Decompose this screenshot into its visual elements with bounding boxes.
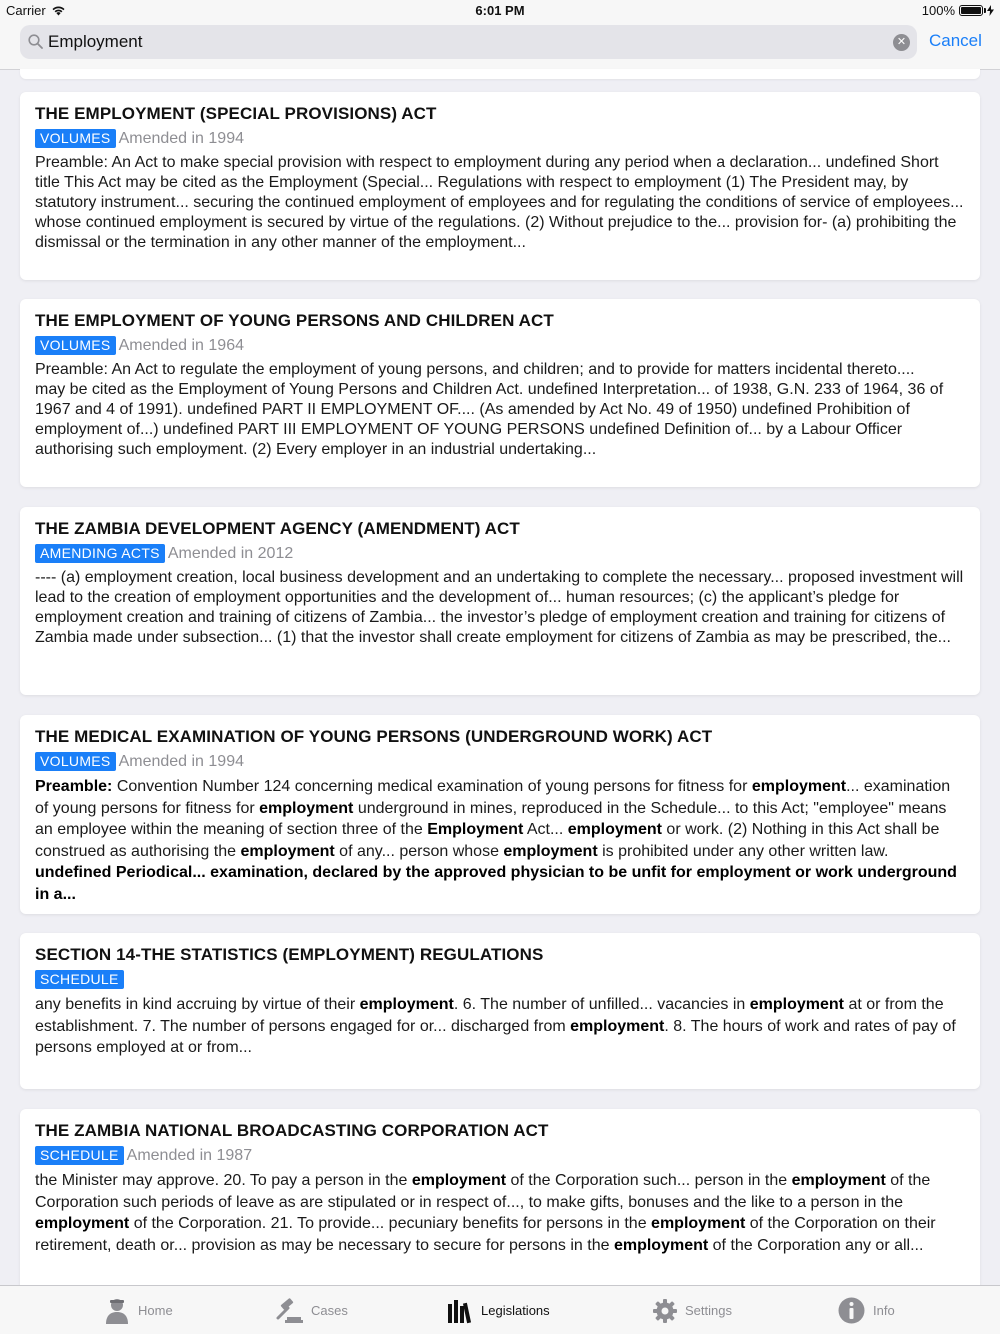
clock: 6:01 PM <box>475 3 525 18</box>
highlight-term: undefined Periodical... examination, declared by the approved physician to be unfit for employment or work underground in a... <box>35 864 957 903</box>
snippet-text: of the Corporation such periods of leave as are stipulated or in respect of..., to make gifts, bonuses and the like to a person in the <box>35 1172 931 1211</box>
highlight-term: employment <box>240 842 335 860</box>
highlight-term: employment <box>749 996 844 1013</box>
highlight-term: Employment <box>427 821 524 838</box>
highlight-term: employment <box>570 1017 665 1035</box>
snippet-text: Act... <box>523 821 568 838</box>
snippet-text: or work. (2) Nothing in this Act shall be construed as authorising the <box>35 821 940 860</box>
snippet-text: of the Corporation on their retirement, death or... provision as may be necessary to secure for persons in the <box>35 1215 936 1254</box>
gear-icon <box>653 1299 677 1323</box>
category-badge: VOLUMES <box>35 752 116 771</box>
result-card[interactable] <box>20 507 980 695</box>
highlight-term: Preamble: <box>35 778 113 795</box>
result-card[interactable] <box>20 1109 980 1299</box>
snippet-text: underground in mines, reproduced in the Schedule... to this Act; "employee" means an employee within the meaning of section three of the <box>35 799 947 838</box>
battery-indicator <box>922 3 994 18</box>
tab-label: Home <box>138 1303 173 1318</box>
result-snippet <box>35 360 965 460</box>
battery-icon <box>959 5 983 16</box>
category-badge: SCHEDULE <box>35 970 124 989</box>
snippet-text: of the Corporation any or all... <box>708 1236 924 1254</box>
result-title: THE EMPLOYMENT (SPECIAL PROVISIONS) ACT <box>35 104 437 123</box>
result-snippet <box>35 776 965 905</box>
snippet-text: . 8. The hours of work and rates of pay of persons employed at or from... <box>35 1017 956 1056</box>
result-card[interactable] <box>20 92 980 280</box>
highlight-term: employment <box>411 1172 507 1189</box>
snippet-text: ... examination of young persons for fitness for <box>35 778 951 817</box>
charging-bolt-icon <box>987 5 994 16</box>
highlight-term: employment <box>751 778 847 795</box>
snippet-text: any benefits in kind accruing by virtue of their <box>35 996 360 1013</box>
tab-label: Legislations <box>481 1303 550 1318</box>
category-badge: VOLUMES <box>35 336 116 355</box>
amended-label: Amended in 2012 <box>167 544 294 562</box>
category-badge: AMENDING ACTS <box>35 544 165 563</box>
status-bar <box>0 0 1000 22</box>
amended-label: Amended in 1987 <box>126 1146 253 1164</box>
result-snippet: ---- (a) employment creation, local business development and an undertaking to complete the necessary... proposed investment will lead to the creation of employment opportunities and the development of... human resources; (c) the applicant’s pledge for employment creation and training of citizens of Zambia... the investor’s pledge of employment creation and training for citizens of Zambia made under subsection... (1) that the investor shall create employment for citizens of Zambia as may be prescribed, the... <box>35 569 964 646</box>
cancel-button[interactable]: Cancel <box>929 31 982 50</box>
search-icon <box>28 34 43 49</box>
highlight-term: employment <box>503 842 598 860</box>
clear-search-icon[interactable]: ✕ <box>893 34 910 51</box>
result-card[interactable] <box>20 715 980 914</box>
tab-label: Info <box>873 1303 895 1318</box>
amended-label: Amended in 1994 <box>118 752 244 770</box>
result-snippet <box>35 1170 965 1256</box>
carrier-label: Carrier <box>6 3 46 18</box>
snippet-text: the Minister may approve. 20. To pay a person in the <box>35 1172 412 1189</box>
amended-label: Amended in 1964 <box>118 336 244 354</box>
tab-settings[interactable] <box>653 1286 732 1334</box>
search-field[interactable] <box>20 25 917 59</box>
highlight-term: employment <box>567 821 662 838</box>
info-icon <box>838 1297 865 1324</box>
result-title: THE ZAMBIA NATIONAL BROADCASTING CORPORATION ACT <box>35 1121 549 1140</box>
search-input[interactable] <box>48 25 888 59</box>
snippet-text: of any... person whose <box>334 842 504 860</box>
previous-result-card[interactable] <box>20 69 980 79</box>
result-card[interactable] <box>20 299 980 487</box>
books-icon <box>447 1298 473 1324</box>
amended-label: Amended in 1994 <box>118 129 244 147</box>
snippet-line: may be cited as the Employment of Young Persons and Children Act. undefined Interpretation... of 1938, G.N. 233 of 1964, 36 of 1967 and 4 of 1991). undefined PART II EMPLOYMENT OF.... (As amended by Act No. 49 of 1950) undefined Prohibition of employment of...) undefined PART III EMPLOYMENT OF YOUNG PERSONS undefined Definition of... by a Labour Officer authorising such employment. (2) Every employer in an industrial undertaking... <box>35 381 944 458</box>
highlight-term: employment <box>259 799 354 817</box>
snippet-line: Preamble: An Act to regulate the employment of young persons, and children; and to provide for matters incidental thereto.... <box>35 361 915 378</box>
gavel-icon <box>275 1298 303 1324</box>
tab-label: Cases <box>311 1303 348 1318</box>
tab-bar <box>0 1285 1000 1334</box>
snippet-text: at or from the establishment. 7. The number of persons engaged for or... discharged from <box>35 996 944 1035</box>
snippet-text: of the Corporation. 21. To provide... pecuniary benefits for persons in the <box>129 1215 652 1232</box>
search-bar <box>0 22 1000 70</box>
tab-label: Settings <box>685 1303 732 1318</box>
highlight-term: employment <box>651 1215 746 1232</box>
highlight-term: employment <box>359 996 454 1013</box>
highlight-term: employment <box>35 1215 130 1232</box>
home-person-icon <box>104 1297 130 1325</box>
category-badge: SCHEDULE <box>35 1146 124 1165</box>
tab-legislations[interactable] <box>447 1286 550 1334</box>
result-snippet: Preamble: An Act to make special provision with respect to employment during any period when a declaration... undefined Short title This Act may be cited as the Employment (Special... Regulations with respect to employment (1) The President may, by statutory instrument... securing the continued employment of employees and for regulating the conditions of service of employees... whose continued employment is secured by virtue of the regulations. (2) Without prejudice to the... provision for- (a) prohibiting the dismissal or the termination in any other manner of the employment... <box>35 154 964 251</box>
snippet-text: . 6. The number of unfilled... vacancies in <box>453 996 750 1013</box>
result-title: THE MEDICAL EXAMINATION OF YOUNG PERSONS (UNDERGROUND WORK) ACT <box>35 727 713 746</box>
tab-info[interactable] <box>838 1286 895 1334</box>
snippet-text: of the Corporation such... person in the <box>506 1172 792 1189</box>
battery-percent: 100% <box>921 3 955 18</box>
highlight-term: employment <box>613 1236 709 1254</box>
tab-home[interactable] <box>104 1286 173 1334</box>
category-badge: VOLUMES <box>35 129 116 148</box>
snippet-text: is prohibited under any other written law. <box>597 842 889 860</box>
result-title: THE ZAMBIA DEVELOPMENT AGENCY (AMENDMENT) ACT <box>35 519 520 538</box>
result-title: SECTION 14-THE STATISTICS (EMPLOYMENT) REGULATIONS <box>35 945 544 964</box>
highlight-term: employment <box>791 1172 886 1189</box>
snippet-text: Convention Number 124 concerning medical examination of young persons for fitness for <box>112 778 752 795</box>
result-title: THE EMPLOYMENT OF YOUNG PERSONS AND CHILDREN ACT <box>35 311 554 330</box>
result-snippet <box>35 994 965 1059</box>
result-card[interactable] <box>20 933 980 1089</box>
tab-cases[interactable] <box>275 1286 348 1334</box>
